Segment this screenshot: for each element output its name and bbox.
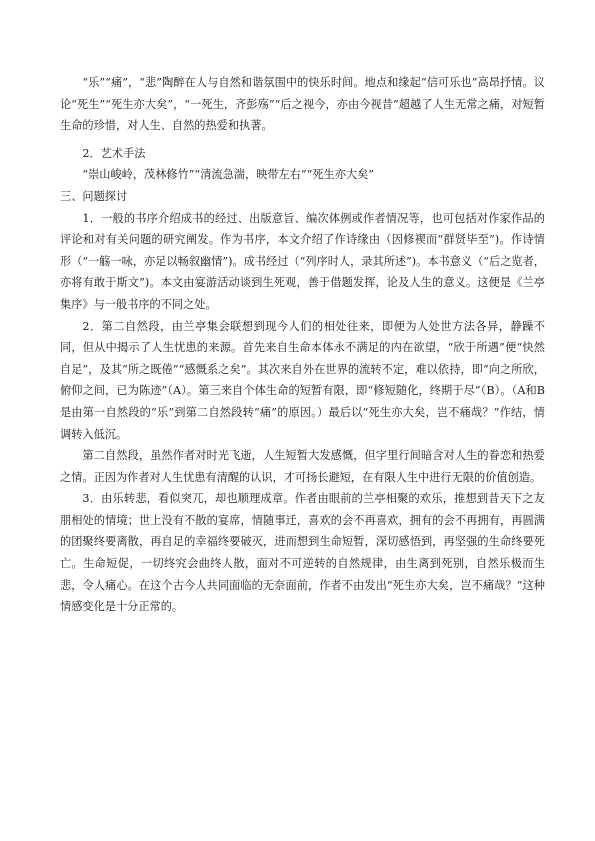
intro-paragraph: “乐”“痛”，“悲”陶醉在人与自然和谐氛围中的快乐时间。地点和缘起“信可乐也”高昂抒情。议论“死生”“死生亦大矣”，“一死生，齐彭殇”“后之视今，亦由今视昔”超越了人生无常之痛，对短暂生命的珍惜，对人生、自然的热爱和执著。 [60,76,545,133]
paragraph-point-2: 2．第二自然段，由兰亭集会联想到现今人们的相处往来，即便为人处世方法各异，静躁不同，但从中揭示了人生忧患的来源。首先来自生命本体永不满足的内在欲望，“欣于所遇”便“快然自足”，及其“所之既倦”“感慨系之矣”。其次来自外在世界的流转不定，难以依持，即“向之所欣，俯仰之间，已为陈迹”（A）。第三来自个体生命的短暂有限，即“修短随化，终期于尽”（B）。（A和B是由第一自然段的“乐”到第二自然段转“痛”的原因。）最后以“死生亦大矣，岂不痛哉？”作结，情调转入低沉。 [60,319,545,441]
paragraph-point-1: 1．一般的书序介绍成书的经过、出版意旨、编次体例或作者情况等，也可包括对作家作品的评论和对有关问题的研究阐发。作为书序，本文介绍了作诗缘由（因修褉而“群贤毕至”)。作诗情形（“一觞一咏，亦足以畅叙幽情”)。成书经过（“列序时人，录其所述”)。本书意义（“后之览者，亦将有敢于斯文”)。本文由宴游活动谈到生死观，善于借题发挥，论及人生的意义。这便是《兰亭集序》与一般书序的不同之处。 [60,211,545,311]
paragraph-point-2-continued: 第二自然段，虽然作者对时光飞逝，人生短暂大发感慨，但字里行间暗含对人生的眷恋和热爱之情。正因为作者对人生忧患有清醒的认识，才可扬长避短，在有限人生中进行无限的价值创造。 [60,449,545,484]
document-page [60,72,545,618]
subheading-art-technique: 2．艺术手法 [82,146,146,160]
section-heading-problem-discussion: 三、问题探讨 [60,189,128,203]
paragraph-point-3: 3．由乐转悲，看似突兀，却也顺理成章。作者由眼前的兰亭相聚的欢乐，推想到昔天下之友朋相处的情境；世上没有不散的宴席，情随事迁，喜欢的会不再喜欢，拥有的会不再拥有，再圆满的团聚终要离散，再自足的幸福终要破灭，进而想到生命短暂，深切感悟到，再坚强的生命终要死亡。生命短促，一切终究会曲终人散，面对不可逆转的自然规律，由生离到死别，自然乐极而生悲，令人痛心。在这个古今人共同面临的无奈面前，作者不由发出“死生亦大矣，岂不痛哉？”这种情感变化是十分正常的。 [60,492,545,614]
quote-line: “崇山峻岭，茂林修竹”“清流急湍，映带左右”“死生亦大矣” [82,168,375,182]
